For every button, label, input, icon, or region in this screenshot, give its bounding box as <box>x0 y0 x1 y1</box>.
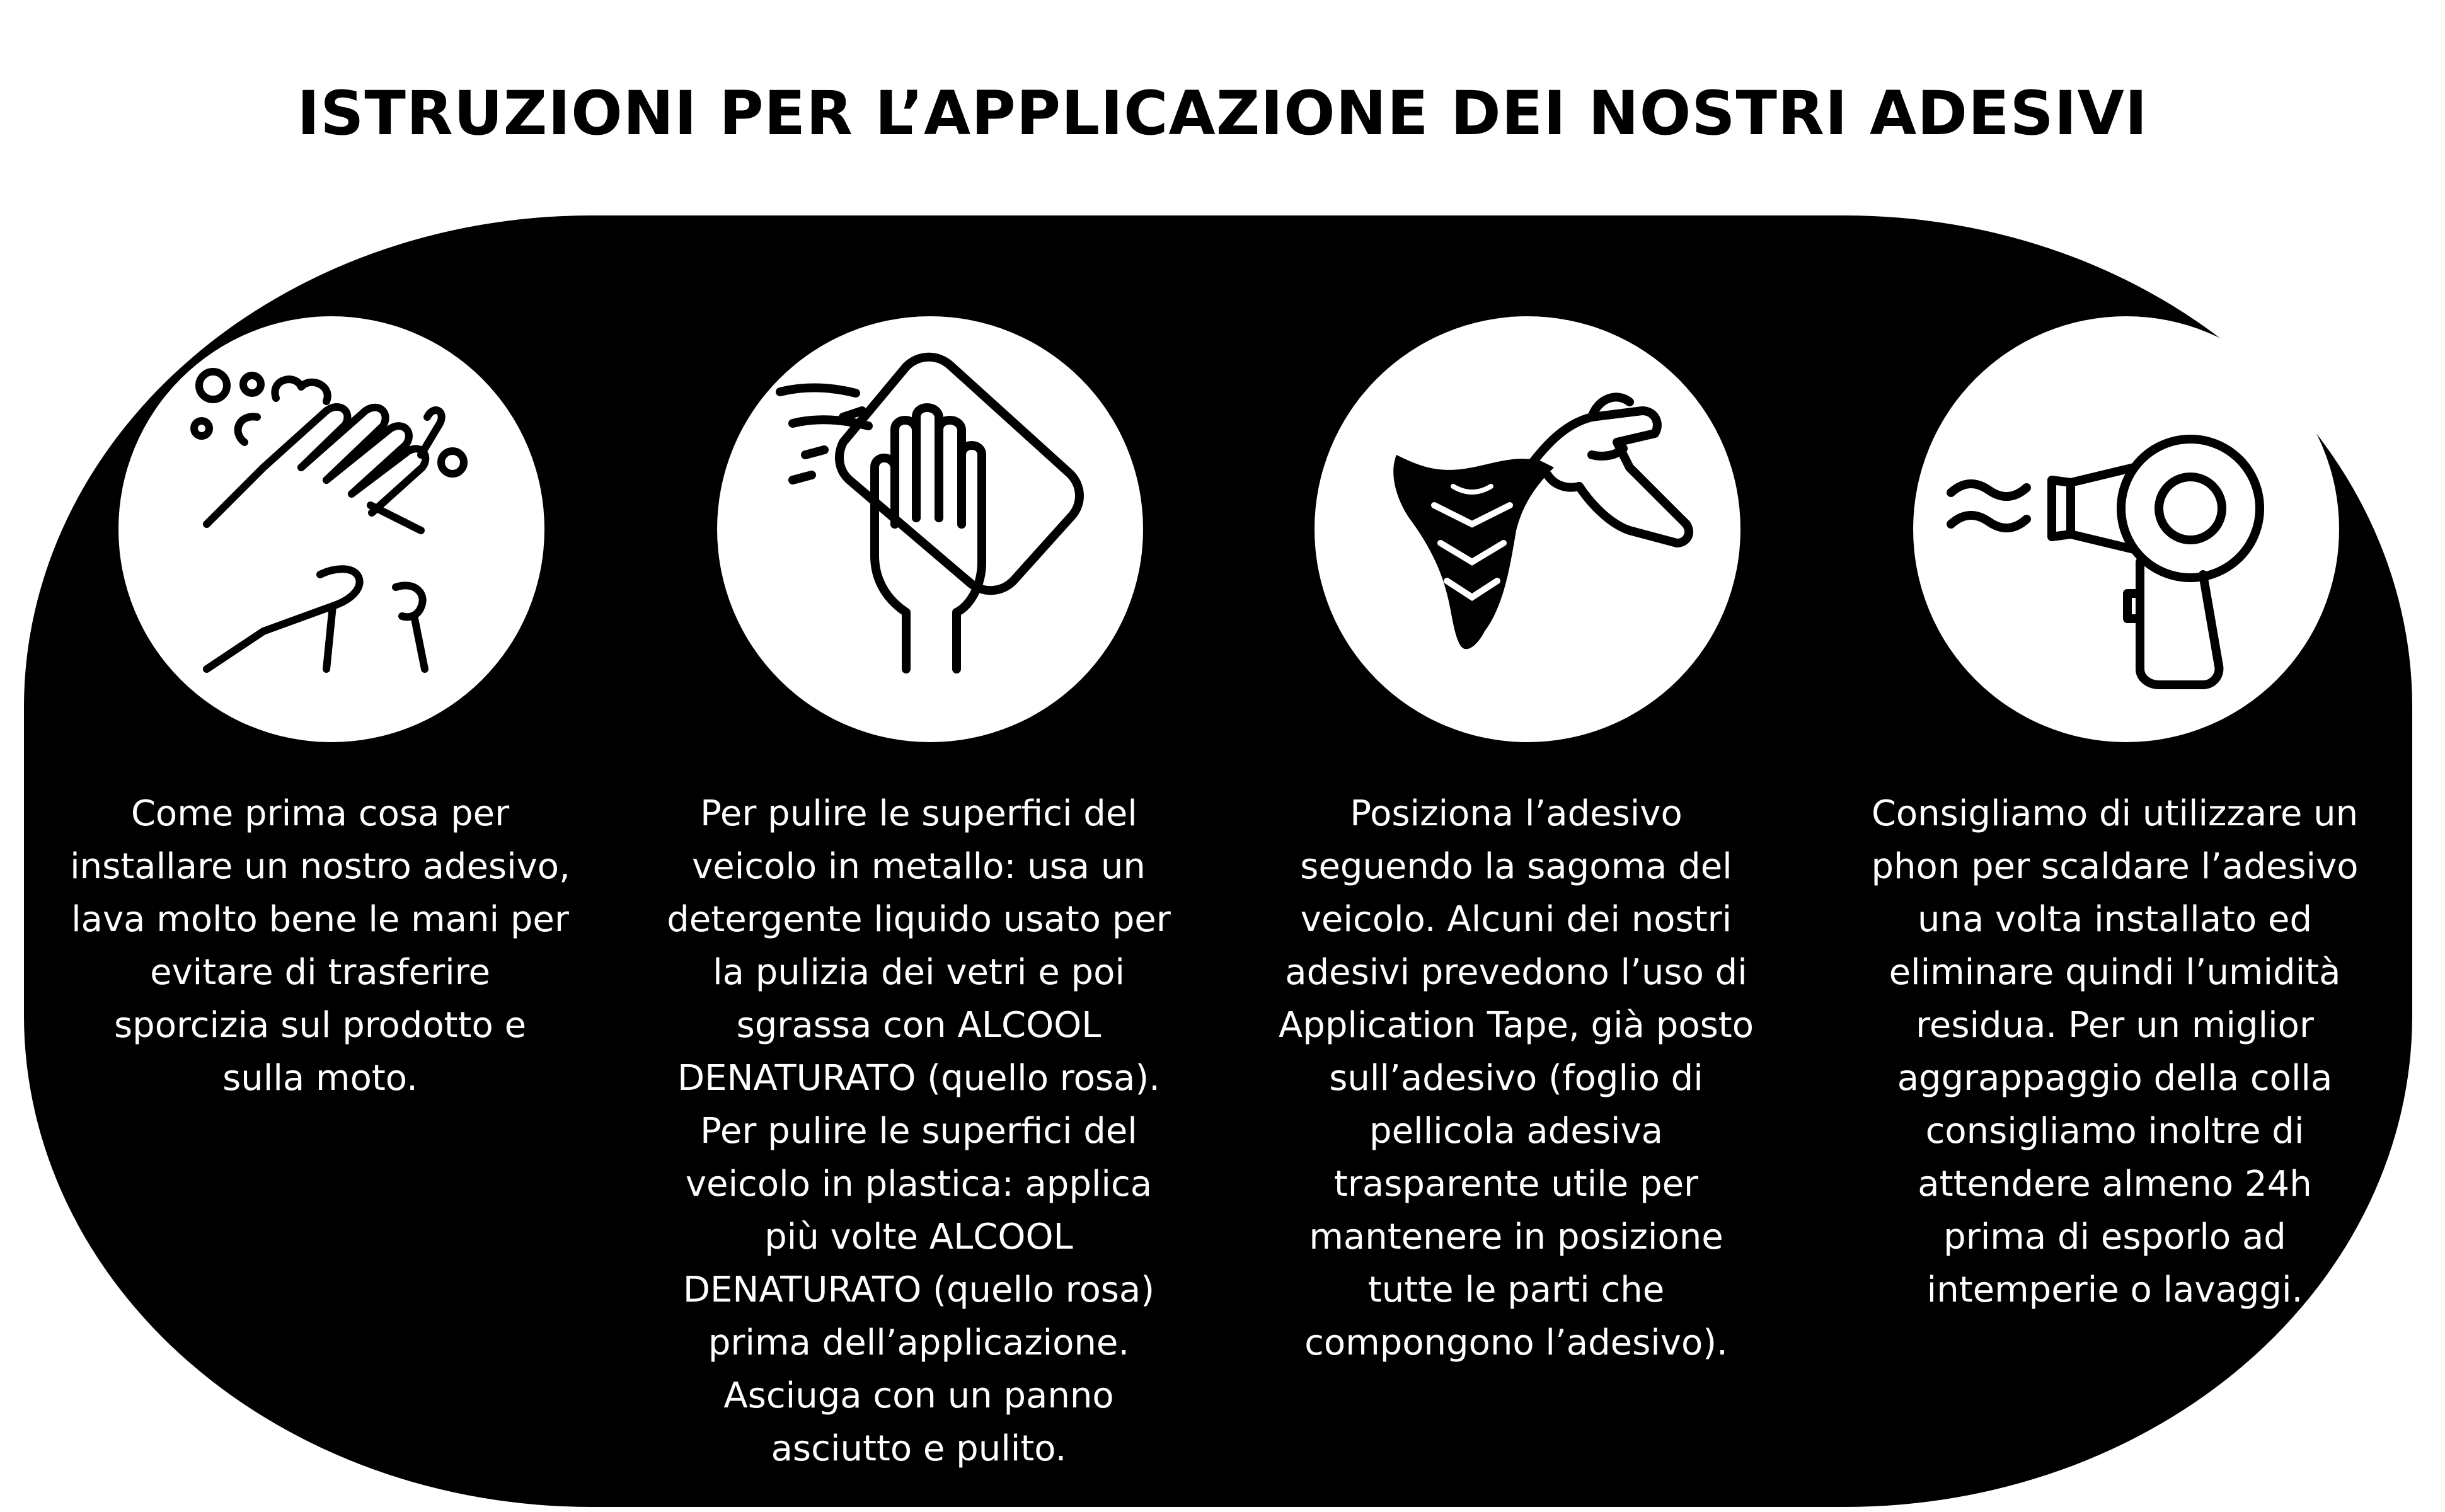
washing-hands-icon <box>118 316 544 742</box>
step-text: Come prima cosa per installare un nostro adesivo, lava molto bene le mani per evitare di trasferire sporcizia sul prodotto e sulla moto. <box>70 793 570 1099</box>
cleaning-cloth-hand-icon <box>717 316 1143 742</box>
applying-sticker-icon <box>1315 316 1740 742</box>
page-title: ISTRUZIONI PER L’APPLICAZIONE DEI NOSTRI ADESIVI <box>297 78 2148 149</box>
instructions-panel <box>24 215 2412 1507</box>
step-text: Per pulire le superfici del veicolo in metallo: usa un detergente liquido usato per la pulizia dei vetri e poi sgrassa con ALCOOL DENATURATO (quello rosa). Per pulire le superfici del veicolo in plastica: applica più volte ALCOOL DENATURATO (quello rosa) prima dell’applicazione. Asciuga con un panno asciutto e pulito. <box>667 793 1171 1469</box>
hair-dryer-icon <box>1913 316 2339 742</box>
step-text: Posiziona l’adesivo seguendo la sagoma del veicolo. Alcuni dei nostri adesivi prevedono l’uso di Application Tape, già posto sull’adesivo (foglio di pellicola adesiva trasparente utile per mantenere in posizione tutte le parti che compongono l’adesivo). <box>1279 793 1754 1363</box>
step-text: Consigliamo di utilizzare un phon per scaldare l’adesivo una volta installato ed eliminare quindi l’umidità residua. Per un miglior aggrappaggio della colla consigliamo inoltre di attendere almeno 24h prima di esporlo ad intemperie o lavaggi. <box>1871 793 2359 1310</box>
